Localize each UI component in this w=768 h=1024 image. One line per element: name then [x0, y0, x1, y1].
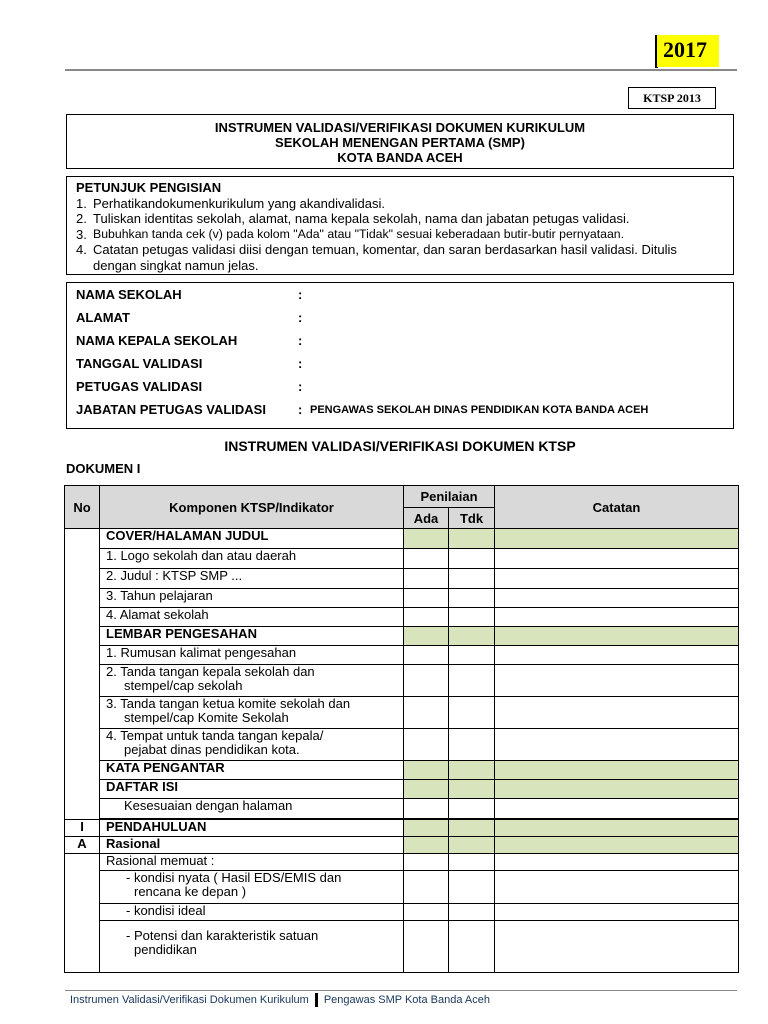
- tdk-cell[interactable]: [449, 697, 495, 729]
- table-row: Rasional memuat :: [65, 854, 739, 871]
- tdk-cell[interactable]: [449, 921, 495, 973]
- instruction-item: 4. Catatan petugas validasi diisi dengan temuan, komentar, dan saran berdasarkan hasil validasi. Ditulis dengan singkat namun jelas.: [76, 242, 677, 273]
- catatan-cell[interactable]: [495, 904, 739, 921]
- table-row: Kesesuaian dengan halaman: [65, 799, 739, 819]
- identity-row-alamat: ALAMAT :: [76, 310, 303, 325]
- table-row: - kondisi ideal: [65, 904, 739, 921]
- table-row: 2. Judul : KTSP SMP ...: [65, 569, 739, 589]
- instructions-heading: PETUNJUK PENGISIAN: [76, 180, 222, 195]
- ada-cell[interactable]: [404, 646, 449, 665]
- ada-cell[interactable]: [404, 549, 449, 569]
- ada-cell[interactable]: [404, 837, 449, 854]
- tdk-cell[interactable]: [449, 549, 495, 569]
- identity-row-petugas: PETUGAS VALIDASI :: [76, 379, 303, 394]
- catatan-cell[interactable]: [495, 627, 739, 646]
- catatan-cell[interactable]: [495, 529, 739, 549]
- catatan-cell[interactable]: [495, 871, 739, 904]
- no-cell: [65, 529, 100, 820]
- header-rule: [65, 69, 737, 71]
- catatan-cell[interactable]: [495, 729, 739, 761]
- instruction-item: 1. Perhatikandokumenkurikulum yang akandivalidasi.: [76, 195, 385, 211]
- year-label: 2017: [663, 37, 707, 62]
- validation-table: [64, 485, 739, 973]
- ada-cell[interactable]: [404, 904, 449, 921]
- table-row: COVER/HALAMAN JUDUL: [65, 529, 739, 549]
- table-row: 1. Rumusan kalimat pengesahan: [65, 646, 739, 665]
- tdk-cell[interactable]: [449, 627, 495, 646]
- catatan-cell[interactable]: [495, 665, 739, 697]
- instruction-item: 3. Bubuhkan tanda cek (v) pada kolom "Ada" atau "Tidak" sesuai keberadaan butir-butir pernyataan.: [76, 226, 625, 242]
- catatan-cell[interactable]: [495, 854, 739, 871]
- ada-cell[interactable]: [404, 589, 449, 608]
- catatan-cell[interactable]: [495, 569, 739, 589]
- header-catatan: Catatan: [495, 486, 739, 529]
- identity-value: PENGAWAS SEKOLAH DINAS PENDIDIKAN KOTA BANDA ACEH: [310, 404, 649, 416]
- instruction-item: 2. Tuliskan identitas sekolah, alamat, nama kepala sekolah, nama dan jabatan petugas validasi.: [76, 211, 630, 226]
- header-komponen: Komponen KTSP/Indikator: [100, 486, 404, 529]
- table-row: 4. Alamat sekolah: [65, 608, 739, 627]
- tdk-cell[interactable]: [449, 589, 495, 608]
- ada-cell[interactable]: [404, 780, 449, 799]
- ada-cell[interactable]: [404, 529, 449, 549]
- header-tdk: Tdk: [449, 508, 495, 529]
- tdk-cell[interactable]: [449, 569, 495, 589]
- catatan-cell[interactable]: [495, 549, 739, 569]
- title-line-2: SEKOLAH MENENGAN PERTAMA (SMP): [275, 135, 525, 150]
- identity-box: [66, 282, 734, 429]
- catatan-cell[interactable]: [495, 799, 739, 819]
- catatan-cell[interactable]: [495, 589, 739, 608]
- catatan-cell[interactable]: [495, 820, 739, 837]
- section-title: INSTRUMEN VALIDASI/VERIFIKASI DOKUMEN KTSP: [224, 438, 576, 454]
- tdk-cell[interactable]: [449, 837, 495, 854]
- ada-cell[interactable]: [404, 697, 449, 729]
- tdk-cell[interactable]: [449, 904, 495, 921]
- dokumen-label: DOKUMEN I: [66, 461, 141, 476]
- ada-cell[interactable]: [404, 665, 449, 697]
- title-line-3: KOTA BANDA ACEH: [337, 150, 463, 165]
- document-title: [66, 114, 734, 169]
- catatan-cell[interactable]: [495, 761, 739, 780]
- catatan-cell[interactable]: [495, 921, 739, 973]
- ada-cell[interactable]: [404, 921, 449, 973]
- footer: [70, 993, 490, 1007]
- table-row: DAFTAR ISI: [65, 780, 739, 799]
- catatan-cell[interactable]: [495, 837, 739, 854]
- catatan-cell[interactable]: [495, 697, 739, 729]
- table-row: LEMBAR PENGESAHAN: [65, 627, 739, 646]
- header-penilaian: Penilaian: [404, 486, 495, 508]
- identity-row-tanggal: TANGGAL VALIDASI :: [76, 356, 303, 371]
- identity-row-jabatan: JABATAN PETUGAS VALIDASI : PENGAWAS SEKOLAH DINAS PENDIDIKAN KOTA BANDA ACEH: [76, 402, 649, 417]
- ada-cell[interactable]: [404, 761, 449, 780]
- tdk-cell[interactable]: [449, 729, 495, 761]
- footer-right: Pengawas SMP Kota Banda Aceh: [323, 994, 490, 1006]
- header-no: No: [65, 486, 100, 529]
- ktsp-label: KTSP 2013: [628, 87, 716, 109]
- table-row: 3. Tahun pelajaran: [65, 589, 739, 608]
- tdk-cell[interactable]: [449, 608, 495, 627]
- instructions-box: [66, 176, 734, 275]
- table-row: 2. Tanda tangan kepala sekolah dan stempel/cap sekolah: [65, 665, 739, 697]
- table-row: KATA PENGANTAR: [65, 761, 739, 780]
- ada-cell[interactable]: [404, 608, 449, 627]
- no-cell: [65, 854, 100, 973]
- ada-cell[interactable]: [404, 627, 449, 646]
- ada-cell[interactable]: [404, 569, 449, 589]
- tdk-cell[interactable]: [449, 529, 495, 549]
- tdk-cell[interactable]: [449, 761, 495, 780]
- table-row: 4. Tempat untuk tanda tangan kepala/ pejabat dinas pendidikan kota.: [65, 729, 739, 761]
- table-row: 3. Tanda tangan ketua komite sekolah dan stempel/cap Komite Sekolah: [65, 697, 739, 729]
- tdk-cell[interactable]: [449, 780, 495, 799]
- ada-cell[interactable]: [404, 871, 449, 904]
- ada-cell[interactable]: [404, 854, 449, 871]
- ada-cell[interactable]: [404, 729, 449, 761]
- title-line-1: INSTRUMEN VALIDASI/VERIFIKASI DOKUMEN KURIKULUM: [214, 120, 586, 135]
- tdk-cell[interactable]: [449, 799, 495, 819]
- ada-cell[interactable]: [404, 799, 449, 819]
- tdk-cell[interactable]: [449, 871, 495, 904]
- table-row: I PENDAHULUAN: [65, 820, 739, 837]
- catatan-cell[interactable]: [495, 780, 739, 799]
- table-row: A Rasional: [65, 837, 739, 854]
- table-header-row: [65, 486, 739, 508]
- footer-separator: [315, 993, 318, 1007]
- footer-left: Instrumen Validasi/Verifikasi Dokumen Kurikulum: [70, 994, 309, 1006]
- tdk-cell[interactable]: [449, 820, 495, 837]
- ada-cell[interactable]: [404, 820, 449, 837]
- identity-row-nama-sekolah: NAMA SEKOLAH :: [76, 287, 303, 302]
- table-row: - Potensi dan karakteristik satuan pendidikan: [65, 921, 739, 973]
- identity-row-kepala-sekolah: NAMA KEPALA SEKOLAH :: [76, 333, 303, 348]
- catatan-cell[interactable]: [495, 646, 739, 665]
- table-row: 1. Logo sekolah dan atau daerah: [65, 549, 739, 569]
- footer-rule: [65, 990, 737, 991]
- table-row: - kondisi nyata ( Hasil EDS/EMIS dan rencana ke depan ): [65, 871, 739, 904]
- catatan-cell[interactable]: [495, 608, 739, 627]
- tdk-cell[interactable]: [449, 665, 495, 697]
- tdk-cell[interactable]: [449, 854, 495, 871]
- tdk-cell[interactable]: [449, 646, 495, 665]
- header-ada: Ada: [404, 508, 449, 529]
